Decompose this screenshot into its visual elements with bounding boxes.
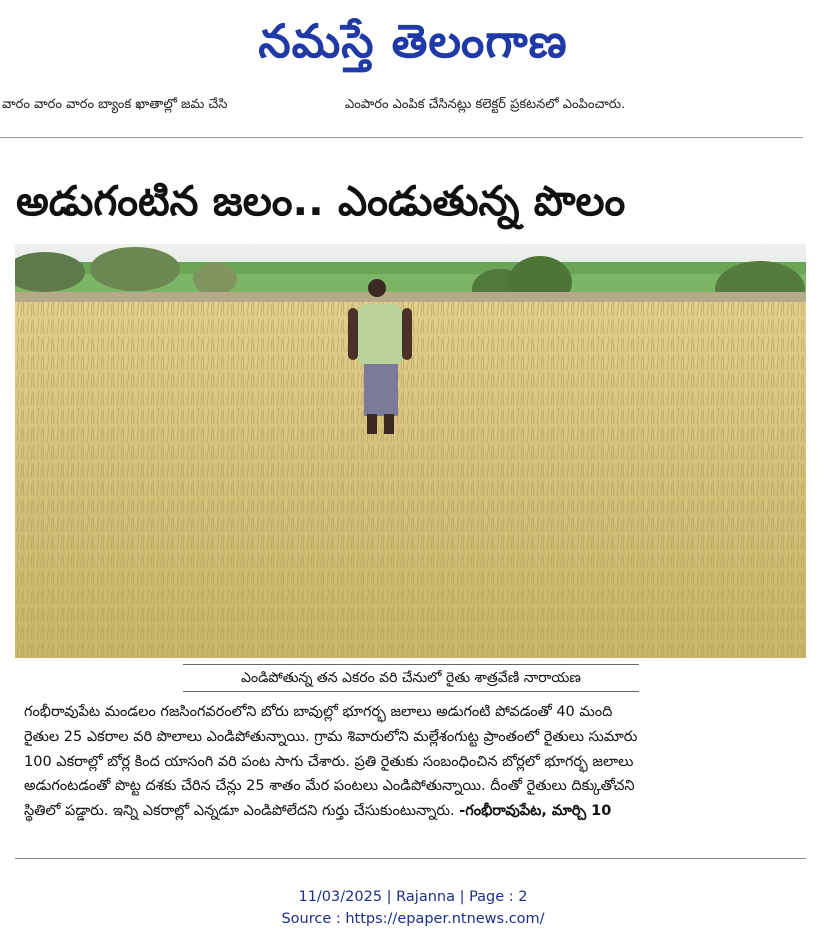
previous-article-teaser (0, 94, 826, 118)
top-divider (0, 137, 803, 138)
article-last-text: స్థితిలో పడ్డారు. ఇన్ని ఎకరాల్లో ఎన్నడూ ఎండిపోలేదని గుర్తు చేసుకుంటున్నారు. (24, 803, 455, 820)
article-photo (15, 244, 806, 658)
photo-caption: ఎండిపోతున్న తన ఎకరం వరి చేనులో రైతు శాత్రవేణి నారాయణ (183, 664, 639, 692)
article-dateline: -గంభీరావుపేట, మార్చి 10 (459, 803, 612, 820)
source-link[interactable]: Source : https://epaper.ntnews.com/ (281, 911, 545, 927)
newspaper-masthead: నమస్తే తెలంగాణ (258, 14, 568, 68)
article-line: 100 ఎకరాల్లో బోర్ల కింద యాసంగి వరి పంట సాగు చేశారు. ప్రతి రైతుకు సంబంధించిన బోర్లలో భూగర్భ జలాలు (24, 753, 634, 770)
article-line-last (24, 799, 792, 824)
teaser-text-right: ఎంపారం ఎంపిక చేసినట్లు కలెక్టర్ ప్రకటనలో ఎంపించారు. (345, 97, 626, 112)
paddy-field-illustration (15, 244, 806, 658)
article-line: గంభీరావుపేట మండలం గజసింగవరంలోని బోరు బావుల్లో భూగర్భ జలాలు అడుగంటి పోవడంతో 40 మంది (24, 704, 613, 720)
teaser-text-left: వారం వారం వారం బ్యాంక ఖాతాల్లో జమ చేసి (2, 97, 228, 112)
article-body (24, 700, 792, 824)
article-headline: అడుగంటిన జలం.. ఎండుతున్న పొలం (16, 177, 626, 225)
edition-info: 11/03/2025 | Rajanna | Page : 2 (298, 889, 528, 905)
article-line: రైతుల 25 ఎకరాల వరి పొలాలు ఎండిపోతున్నాయి. గ్రామ శివారులోని మల్లేశంగుట్ట ప్రాంతంలో రైతులు సుమారు (24, 728, 638, 745)
article-line: అడుగంటడంతో పొట్ట దశకు చేరిన చేన్లు 25 శాతం మేర పంటలు ఎండిపోతున్నాయి. దీంతో రైతులు దిక్కుతోచని (24, 778, 635, 795)
bottom-divider (15, 858, 806, 859)
page-footer (0, 886, 826, 930)
